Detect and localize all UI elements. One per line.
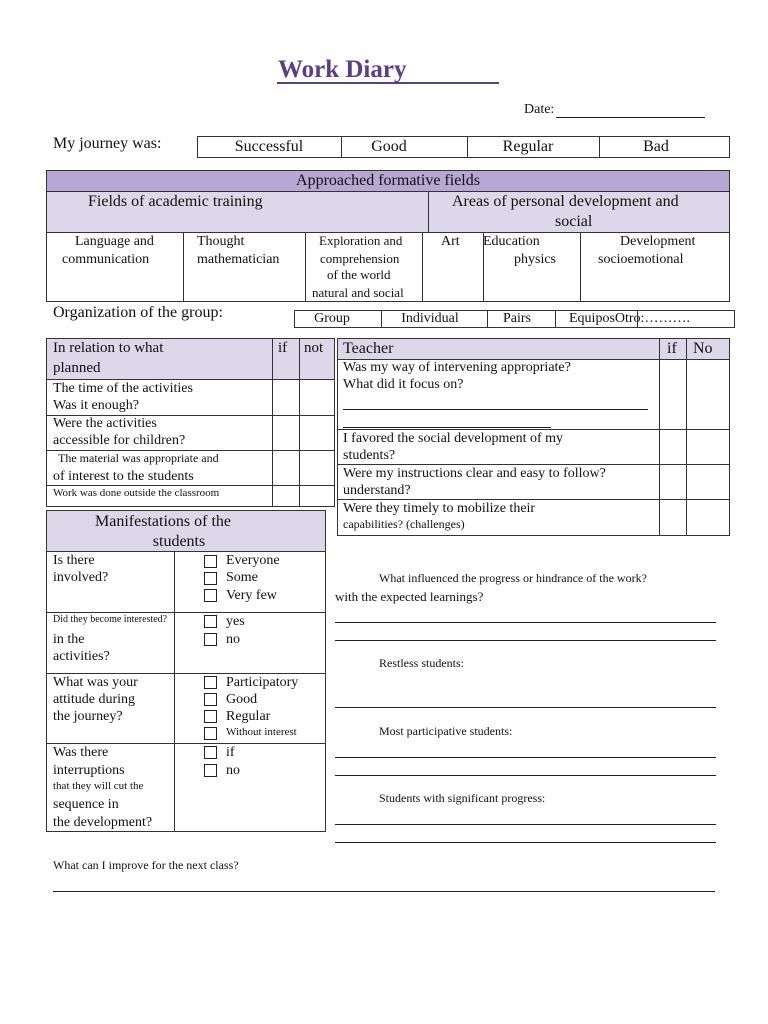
teacher-col-if: if	[667, 340, 677, 357]
option-label: Good	[226, 692, 258, 707]
date-field[interactable]	[556, 117, 705, 118]
restless-prompt: Restless students:	[379, 656, 465, 670]
organization-option-individual[interactable]: Individual	[401, 311, 459, 326]
influence-prompt-line2: with the expected learnings?	[335, 589, 484, 604]
teacher-answer-line[interactable]	[343, 427, 551, 428]
organization-option-group[interactable]: Group	[314, 311, 350, 326]
checkbox[interactable]	[204, 633, 217, 646]
answer-line[interactable]	[335, 640, 716, 641]
checkbox[interactable]	[204, 710, 217, 723]
influence-prompt-line1: What influenced the progress or hindrance of the work?	[379, 571, 647, 585]
personal-header-line2: social	[555, 213, 593, 230]
option-label: Everyone	[226, 553, 280, 568]
option-label: Without interest	[226, 726, 297, 738]
answer-line[interactable]	[335, 824, 716, 825]
participative-prompt: Most participative students:	[379, 724, 513, 738]
academic-header: Fields of academic training	[88, 193, 263, 210]
checkbox[interactable]	[204, 727, 217, 740]
teacher-answer-line[interactable]	[343, 409, 648, 410]
checkbox[interactable]	[204, 589, 217, 602]
journey-label: My journey was:	[53, 135, 162, 152]
page-title: Work Diary	[278, 56, 407, 83]
answer-line[interactable]	[335, 775, 716, 776]
option-label: yes	[226, 614, 245, 629]
journey-option-good[interactable]: Good	[371, 138, 407, 155]
option-label: Participatory	[226, 675, 299, 690]
checkbox[interactable]	[204, 572, 217, 585]
answer-line[interactable]	[335, 707, 716, 708]
checkbox[interactable]	[204, 676, 217, 689]
option-label: Very few	[226, 588, 277, 603]
planned-row-outside: Work was done outside the classroom	[53, 487, 220, 499]
planned-col-not: not	[304, 340, 324, 356]
organization-label: Organization of the group:	[53, 304, 223, 321]
field-art: Art	[441, 234, 460, 249]
answer-line[interactable]	[335, 757, 716, 758]
checkbox[interactable]	[204, 615, 217, 628]
organization-option-other[interactable]: EquiposOtro:……….	[569, 311, 690, 326]
manifestations-header-line1: Manifestations of the	[95, 513, 231, 530]
formative-header-label: Approached formative fields	[296, 172, 480, 189]
checkbox[interactable]	[204, 555, 217, 568]
planned-col-if: if	[278, 340, 288, 356]
planned-header-line2: planned	[53, 360, 101, 376]
checkbox[interactable]	[204, 764, 217, 777]
answer-line[interactable]	[335, 842, 716, 843]
option-label: Regular	[226, 709, 271, 724]
journey-option-regular[interactable]: Regular	[502, 138, 554, 155]
option-label: Some	[226, 570, 258, 585]
checkbox[interactable]	[204, 693, 217, 706]
planned-header-line1: In relation to what	[53, 340, 164, 356]
answer-line[interactable]	[335, 622, 716, 623]
checkbox[interactable]	[204, 746, 217, 759]
date-label: Date:	[524, 102, 555, 117]
option-label: no	[226, 632, 240, 647]
progress-prompt: Students with significant progress:	[379, 791, 546, 805]
organization-option-pairs[interactable]: Pairs	[503, 311, 531, 326]
teacher-header: Teacher	[343, 340, 394, 357]
manifestations-header-line2: students	[152, 533, 206, 550]
personal-header-line1: Areas of personal development and	[452, 193, 679, 210]
improve-prompt: What can I improve for the next class?	[53, 858, 239, 872]
option-label: no	[226, 763, 240, 778]
title-underline	[277, 82, 499, 84]
improve-answer-line[interactable]	[53, 891, 715, 892]
journey-option-successful[interactable]: Successful	[234, 138, 304, 155]
journey-option-bad[interactable]: Bad	[643, 138, 669, 155]
teacher-col-no: No	[693, 340, 713, 357]
option-label: if	[226, 745, 235, 760]
